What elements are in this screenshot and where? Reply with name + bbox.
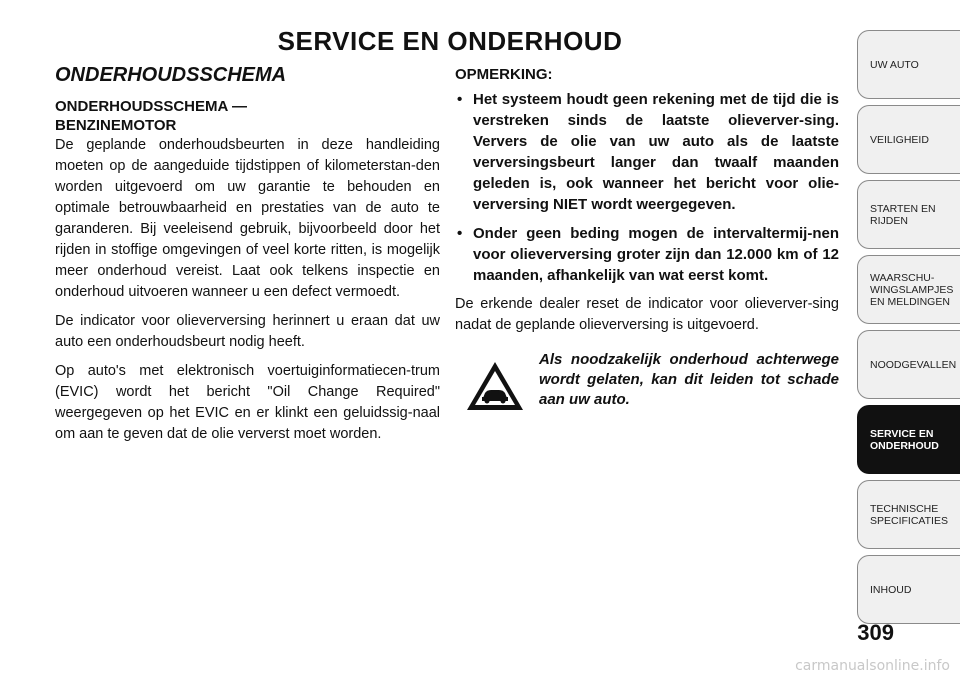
tab-technische-specificaties[interactable] [857, 480, 960, 549]
note-text: Het systeem houdt geen rekening met de tijd die is verstreken sinds de laatste olieverver-sing. Ververs de olie van uw auto als de laatste verversingsbeurt langer dan twaalf maanden geleden is, ook wanneer het bericht voor olie-verversing NIET wordt weergegeven. [473, 91, 839, 213]
tab-waarschuwingslampjes[interactable] [857, 255, 960, 324]
tab-veiligheid[interactable] [857, 105, 960, 174]
bullet-icon: • [457, 225, 463, 242]
tab-label: STARTEN EN RIJDEN [870, 202, 936, 227]
warning-text: Als noodzakelijk onderhoud achterwege wordt gelaten, kan dit leiden tot schade aan uw auto. [539, 351, 839, 408]
note-label: OPMERKING: [455, 66, 553, 83]
right-column [455, 64, 839, 412]
section-title: ONDERHOUDSSCHEMA [55, 64, 287, 86]
tab-starten-en-rijden[interactable] [857, 180, 960, 249]
car-warning-triangle-icon [465, 360, 525, 412]
note-item [455, 89, 839, 215]
tab-service-en-onderhoud[interactable] [857, 405, 960, 474]
page-title: SERVICE EN ONDERHOUD [277, 26, 623, 56]
note-item [455, 223, 839, 286]
bullet-icon: • [457, 91, 463, 108]
tab-label: WAARSCHU- WINGSLAMPJES EN MELDINGEN [870, 271, 954, 308]
paragraph: Op auto's met elektronisch voertuiginformatiecen-trum (EVIC) wordt het bericht "Oil Change Required" weergegeven op het EVIC en er klinkt een geluidssig-naal om aan te geven dat de olie ververst moet worden. [55, 363, 440, 442]
tab-uw-auto[interactable] [857, 30, 960, 99]
tab-label: INHOUD [870, 583, 912, 596]
sub-title-line2: BENZINEMOTOR [55, 117, 177, 134]
note-list [455, 89, 839, 286]
tab-inhoud[interactable] [857, 555, 960, 624]
paragraph: De indicator voor olieverversing herinnert u eraan dat uw auto een onderhoudsbeurt nodig heeft. [55, 313, 440, 350]
tab-noodgevallen[interactable] [857, 330, 960, 399]
dealer-reset-paragraph: De erkende dealer reset de indicator voor olieverver-sing nadat de geplande olieverversing is uitgevoerd. [455, 296, 839, 333]
tab-label: SERVICE EN ONDERHOUD [870, 427, 939, 452]
watermark: carmanualsonline.info [795, 658, 950, 674]
sub-title-line1: ONDERHOUDSSCHEMA — [55, 98, 247, 115]
chapter-tabs [857, 30, 960, 630]
warning-box [455, 350, 839, 412]
tab-label: NOODGEVALLEN [870, 358, 957, 371]
tab-label: VEILIGHEID [870, 133, 929, 146]
left-column [55, 64, 440, 453]
tab-label: TECHNISCHE SPECIFICATIES [870, 502, 948, 527]
page-number: 309 [857, 620, 894, 645]
tab-label: UW AUTO [870, 58, 919, 71]
note-text: Onder geen beding mogen de intervaltermij-nen voor olieverversing groter zijn dan 12.000 km of 12 maanden, afhankelijk van wat eerst komt. [473, 225, 839, 284]
paragraph: De geplande onderhoudsbeurten in deze handleiding moeten op de aangeduide tijdstippen of kilometerstan-den worden uitgevoerd om uw garantie te behouden en optimale betrouwbaarheid en prestaties van de auto te garanderen. Bij veeleisend gebruik, bijvoorbeeld door het rijden in stoffige omgevingen of veel korte ritten, is mogelijk meer onderhoud vereist. Laat ook telkens inspectie en onderhoud uitvoeren wanneer u een defect vermoedt. [55, 137, 440, 300]
